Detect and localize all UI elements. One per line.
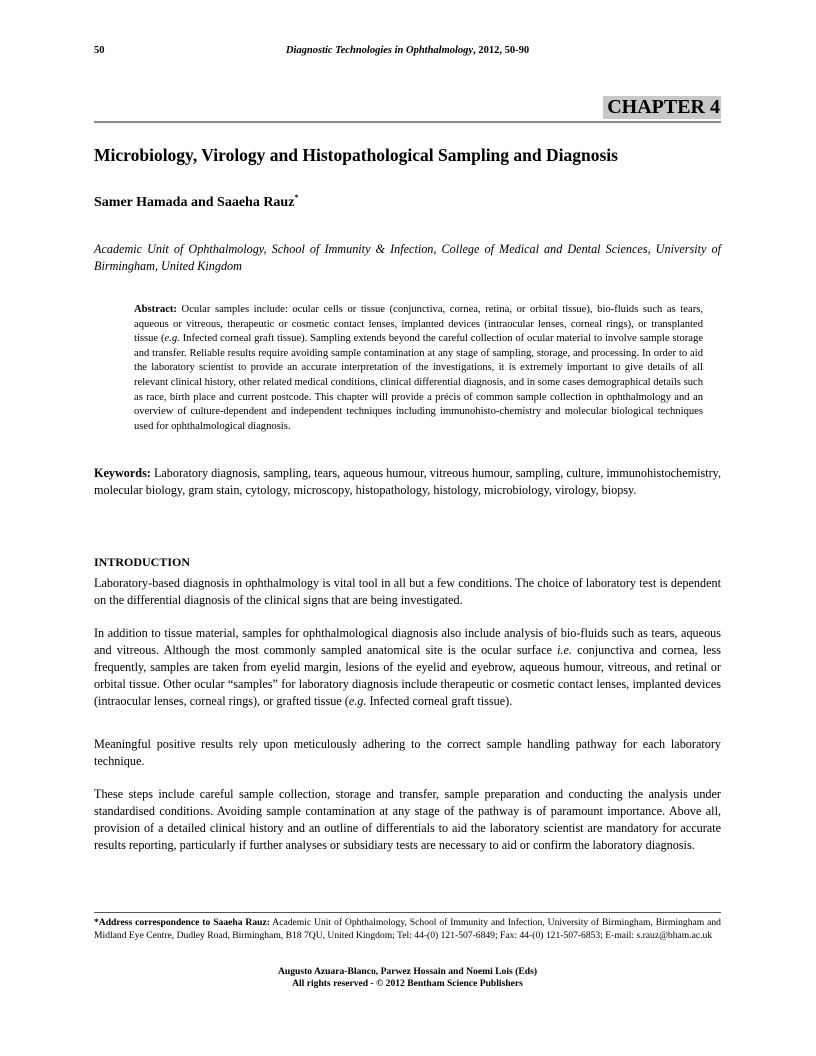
keywords-text: Laboratory diagnosis, sampling, tears, aqueous humour, vitreous humour, sampling, culture, immunohistochemistry, molecular biology, gram stain, cytology, microscopy, histopathology, histology, microbiology, virology, biopsy. xyxy=(94,466,721,497)
abstract xyxy=(134,303,703,434)
publisher-info xyxy=(94,966,721,990)
chapter-label: CHAPTER 4 xyxy=(603,96,721,119)
intro-paragraph-2-part-c: Infected corneal graft tissue). xyxy=(366,694,513,708)
intro-paragraph-3: Meaningful positive results rely upon meticulously adhering to the correct sample handling pathway for each laboratory technique. xyxy=(94,737,721,768)
footnote-divider xyxy=(94,912,721,913)
intro-paragraph-2-part-a: In addition to tissue material, samples for ophthalmological diagnosis also include analysis of bio-fluids such as tears, aqueous and vitreous. Although the most commonly sampled anatomical site is the ocular surface xyxy=(94,626,721,657)
keywords xyxy=(94,465,721,499)
authors: Samer Hamada and Saaeha Rauz xyxy=(94,195,295,210)
footnote-label: *Address correspondence to Saaeha Rauz: xyxy=(94,917,270,928)
abstract-label: Abstract: xyxy=(134,304,177,315)
corresponding-author-mark: * xyxy=(294,193,299,202)
header-divider xyxy=(94,121,721,123)
intro-paragraph-1: Laboratory-based diagnosis in ophthalmology is vital tool in all but a few conditions. The choice of laboratory test is dependent on the differential diagnosis of the clinical signs that are being investigated. xyxy=(94,576,721,607)
correspondence-footnote xyxy=(94,917,721,942)
copyright-line: All rights reserved - © 2012 Bentham Science Publishers xyxy=(292,978,523,989)
section-heading-introduction: INTRODUCTION xyxy=(94,555,191,569)
intro-paragraph-4: These steps include careful sample collection, storage and transfer, sample preparation and conducting the analysis under standardised conditions. Avoiding sample contamination at any stage of the pathway is of paramount importance. Above all, provision of a detailed clinical history and an outline of differentials to aid the laboratory scientist are mandatory for accurate results reporting, particularly if further analyses or subsidiary tests are necessary to aid or confirm the laboratory diagnosis. xyxy=(94,787,721,852)
footnote-text: Academic Unit of Ophthalmology, School of Immunity and Infection, University of Birmingham, Birmingham and Midland Eye Centre, Dudley Road, Birmingham, B18 7QU, United Kingdom; Tel: 44-(0) 121-507-6849; Fax: 44-(0) 121-507-6853; E-mail: s.rauz@bham.ac.uk xyxy=(94,917,721,941)
intro-paragraph-2 xyxy=(94,625,721,710)
author-affiliation: Academic Unit of Ophthalmology, School of Immunity & Infection, College of Medical and Dental Sciences, University of Birmingham, United Kingdom xyxy=(94,242,721,273)
intro-paragraph-2-ie: i.e. xyxy=(557,643,572,657)
author-list xyxy=(94,193,298,211)
journal-citation xyxy=(94,45,721,56)
intro-paragraph-2-part-b: conjunctiva and cornea, less frequently, samples are taken from eyelid margin, lesions of the eyelid and eyebrow, aqueous humour, vitreous, and retinal or orbital tissue. Other ocular “samples” for laboratory diagnosis include therapeutic or cosmetic contact lenses, implanted devices (intraocular lenses, corneal rings), or grafted tissue ( xyxy=(94,643,721,708)
intro-paragraph-2-eg: e.g. xyxy=(348,694,367,708)
journal-details: , 2012, 50-90 xyxy=(473,45,530,56)
abstract-text-2: Infected corneal graft tissue). Sampling extends beyond the careful collection of ocular material to involve sample storage and transfer. Reliable results require avoiding sample contamination at any stage of sampling, storage, and processing. In order to aid the laboratory scientist to provide an accurate interpretation of the investigations, it is extremely important to give details of all relevant clinical history, other related medical conditions, clinical differential diagnosis, and in some cases demographical details such as race, birth place and current postcode. This chapter will provide a précis of common sample collection in ophthalmology and an overview of culture-dependent and independent techniques including immunohisto-chemistry and molecular biological techniques used for ophthalmological diagnosis. xyxy=(134,333,703,432)
abstract-eg: e.g. xyxy=(164,333,180,345)
abstract-text-1: Ocular samples include: ocular cells or tissue (conjunctiva, cornea, retina, or orbital tissue), bio-fluids such as tears, aqueous or vitreous, therapeutic or cosmetic contact lenses, implanted devices (intraocular lenses, corneal rings), or transplanted tissue ( xyxy=(134,304,703,345)
keywords-label: Keywords: xyxy=(94,466,151,480)
journal-title: Diagnostic Technologies in Ophthalmology xyxy=(285,45,474,56)
running-head xyxy=(94,45,721,59)
article-title: Microbiology, Virology and Histopathological Sampling and Diagnosis xyxy=(94,145,618,165)
editors-line: Augusto Azuara-Blanco, Parwez Hossain and Noemi Lois (Eds) xyxy=(277,966,538,977)
page-number: 50 xyxy=(94,45,105,56)
